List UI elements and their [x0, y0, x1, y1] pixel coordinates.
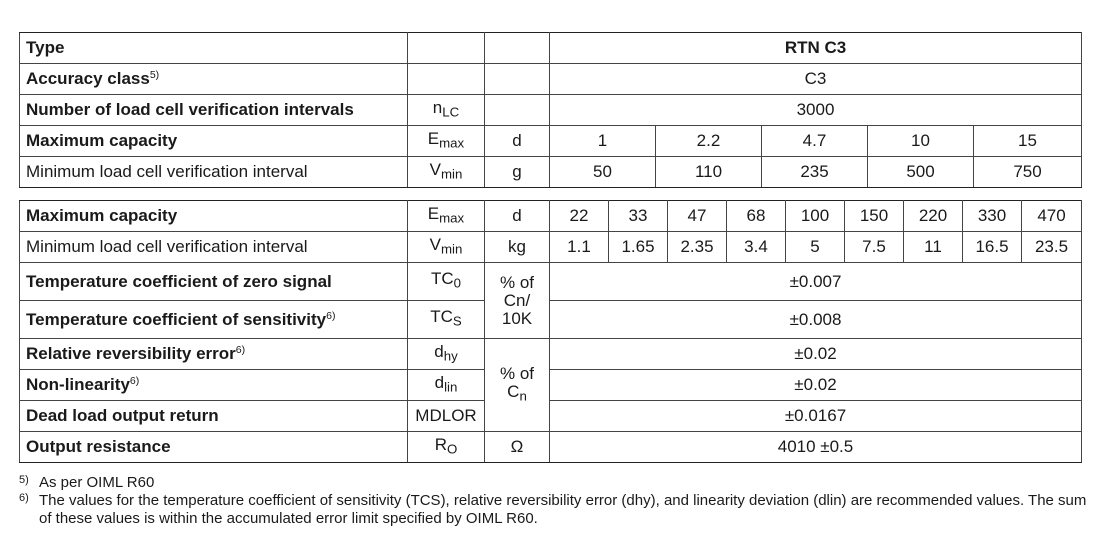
- symbol-cell: $V_{min}$: [408, 232, 485, 263]
- nlc-value: 3000: [550, 95, 1082, 126]
- row-label: Minimum load cell verification interval: [20, 232, 408, 263]
- value-cell: 4.7: [762, 126, 868, 157]
- unit-cell: g: [485, 157, 550, 188]
- row-label: Minimum load cell verification interval: [20, 157, 408, 188]
- footnotes: [19, 474, 1089, 528]
- dead-load-value: ±0.0167: [550, 401, 1082, 432]
- symbol-cell: $V_{min}$: [408, 157, 485, 188]
- symbol-cell: $E_{max}$: [408, 126, 485, 157]
- table-row-dead-load-return: [20, 401, 1082, 432]
- row-label: Dead load output return: [20, 401, 408, 432]
- unit-cell-tc: % of Cn/ 10K: [485, 263, 550, 339]
- footnote-ref: 6): [129, 375, 140, 388]
- row-label: Temperature coefficient of zero signal: [20, 263, 408, 301]
- symbol-cell: $TC_0$: [408, 263, 485, 301]
- footnote-text: As per OIML R60: [39, 474, 155, 491]
- value-cell: 11: [904, 232, 963, 263]
- tc-sensitivity-value: ±0.008: [550, 301, 1082, 339]
- value-cell: 500: [868, 157, 974, 188]
- table-row-output-resistance: [20, 432, 1082, 463]
- table-row-type: [20, 33, 1082, 64]
- value-cell: 100: [786, 201, 845, 232]
- value-cell: 220: [904, 201, 963, 232]
- value-cell: 22: [550, 201, 609, 232]
- table-row-verification-intervals: [20, 95, 1082, 126]
- value-cell: 33: [609, 201, 668, 232]
- row-label: Number of load cell verification intervals: [20, 95, 408, 126]
- row-label: Non-linearity$^{6)}$: [20, 370, 408, 401]
- value-cell: 16.5: [963, 232, 1022, 263]
- unit-cell: d: [485, 126, 550, 157]
- value-cell: 5: [786, 232, 845, 263]
- value-cell: 50: [550, 157, 656, 188]
- row-label: Temperature coefficient of sensitivity$^{6)}$: [20, 301, 408, 339]
- row-label: Maximum capacity: [20, 126, 408, 157]
- type-value: RTN C3: [550, 33, 1082, 64]
- value-cell: 235: [762, 157, 868, 188]
- row-label: Output resistance: [20, 432, 408, 463]
- value-cell: 110: [656, 157, 762, 188]
- symbol-cell: $TC_S$: [408, 301, 485, 339]
- value-cell: 150: [845, 201, 904, 232]
- footnote-mark: 6): [19, 492, 29, 504]
- value-cell: 2.35: [668, 232, 727, 263]
- symbol-cell: $n_{LC}$: [408, 95, 485, 126]
- footnote-5: [19, 474, 1089, 492]
- accuracy-value: C3: [550, 64, 1082, 95]
- table-row-min-verification-interval: [20, 157, 1082, 188]
- unit-cell: [485, 95, 550, 126]
- table-row-maximum-capacity: [20, 201, 1082, 232]
- table-row-non-linearity: [20, 370, 1082, 401]
- value-cell: 2.2: [656, 126, 762, 157]
- symbol-cell: [408, 33, 485, 64]
- row-label: Relative reversibility error$^{6)}$: [20, 339, 408, 370]
- row-label: Type: [20, 33, 408, 64]
- footnote-ref: 6): [326, 309, 336, 322]
- value-cell: 15: [974, 126, 1082, 157]
- reversibility-value: ±0.02: [550, 339, 1082, 370]
- unit-cell: [485, 64, 550, 95]
- unit-cell: [485, 33, 550, 64]
- specification-table-capacities: [19, 200, 1082, 463]
- table-row-reversibility-error: [20, 339, 1082, 370]
- footnote-ref: 5): [149, 69, 160, 82]
- footnote-mark: 5): [19, 474, 29, 486]
- footnote-6: [19, 492, 1089, 528]
- output-resistance-value: 4010 ±0.5: [550, 432, 1082, 463]
- value-cell: 1: [550, 126, 656, 157]
- value-cell: 1.1: [550, 232, 609, 263]
- unit-cell: d: [485, 201, 550, 232]
- value-cell: 47: [668, 201, 727, 232]
- symbol-cell: MDLOR: [408, 401, 485, 432]
- symbol-cell: $d_{hy}$: [408, 339, 485, 370]
- footnote-ref: 6): [235, 344, 246, 357]
- footnote-text: The values for the temperature coefficient of sensitivity (TCS), relative reversibility error (dhy), and linearity deviation (dlin) are recommended values. The sum of these values is within the accumulated error limit specified by OIML R60.: [39, 492, 1087, 527]
- specification-table-general: [19, 32, 1082, 188]
- value-cell: 470: [1022, 201, 1082, 232]
- value-cell: 10: [868, 126, 974, 157]
- value-cell: 330: [963, 201, 1022, 232]
- value-cell: 23.5: [1022, 232, 1082, 263]
- table-row-tc-zero: [20, 263, 1082, 301]
- symbol-cell: [408, 64, 485, 95]
- non-linearity-value: ±0.02: [550, 370, 1082, 401]
- symbol-cell: $R_O$: [408, 432, 485, 463]
- unit-cell: Ω: [485, 432, 550, 463]
- row-label: Accuracy class$^{5)}$: [20, 64, 408, 95]
- value-cell: 68: [727, 201, 786, 232]
- table-row-maximum-capacity: [20, 126, 1082, 157]
- table-row-tc-sensitivity: [20, 301, 1082, 339]
- value-cell: 7.5: [845, 232, 904, 263]
- table-row-min-verification-interval: [20, 232, 1082, 263]
- row-label: Maximum capacity: [20, 201, 408, 232]
- table-row-accuracy-class: [20, 64, 1082, 95]
- unit-cell: kg: [485, 232, 550, 263]
- tc-zero-value: ±0.007: [550, 263, 1082, 301]
- value-cell: 1.65: [609, 232, 668, 263]
- value-cell: 3.4: [727, 232, 786, 263]
- unit-cell-error: % of $C_n$: [485, 339, 550, 432]
- value-cell: 750: [974, 157, 1082, 188]
- symbol-cell: $d_{lin}$: [408, 370, 485, 401]
- symbol-cell: $E_{max}$: [408, 201, 485, 232]
